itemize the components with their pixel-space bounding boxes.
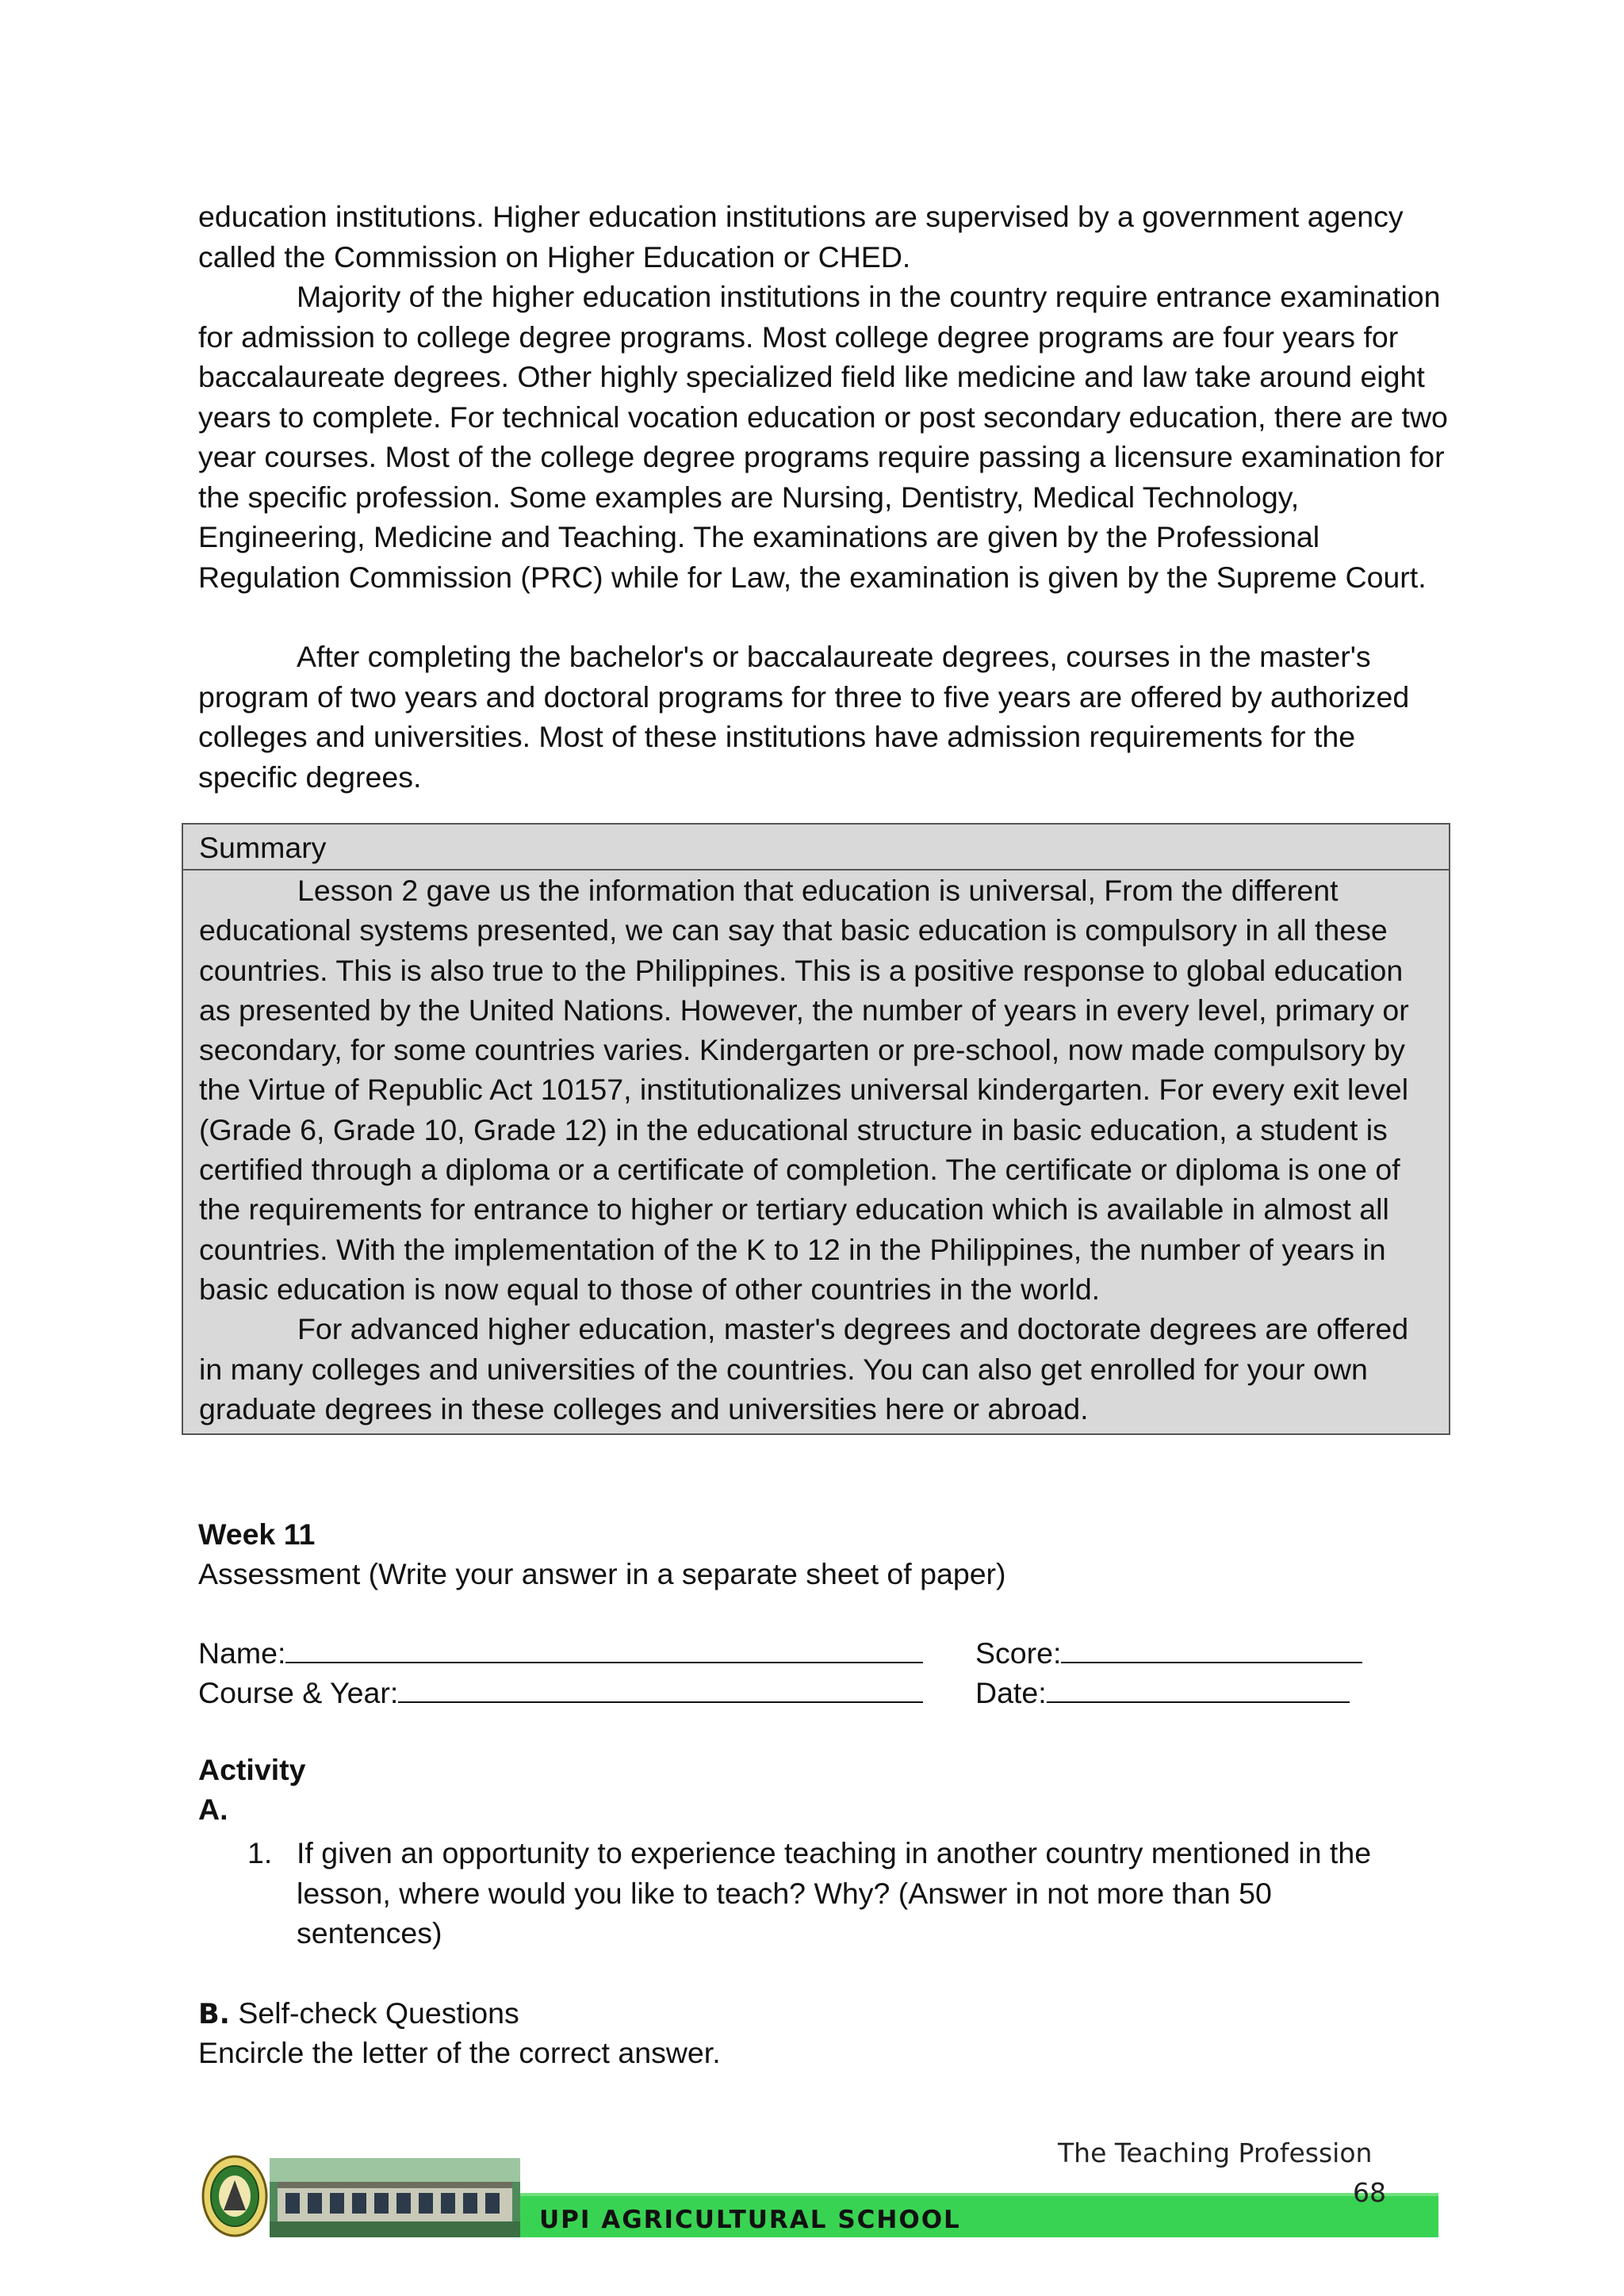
name-field xyxy=(198,1633,923,1673)
summary-heading: Summary xyxy=(183,825,1449,871)
week-heading: Week 11 xyxy=(198,1517,316,1551)
school-seal-logo xyxy=(201,2155,268,2237)
score-label: Score: xyxy=(975,1636,1062,1670)
part-b-title: Self-check Questions xyxy=(238,1996,519,2030)
footer-title: The Teaching Profession xyxy=(1058,2137,1373,2168)
intro-paragraph-2: Majority of the higher education institutions in the country require entrance examination for admission to college degree programs. Most college degree programs are four years for baccalaureate degrees. Other highly specialized field like medicine and law take around eight years to complete. For technical vocation education or post secondary education, there are two year courses. Most of the college degree programs require passing a licensure examination for the specific profession. Some examples are Nursing, Dentistry, Medical Technology, Engineering, Medicine and Teaching. The examinations are given by the Professional Regulation Commission (PRC) while for Law, the examination is given by the Supreme Court. xyxy=(198,280,1448,594)
course-year-blank-line xyxy=(398,1674,923,1703)
course-year-field xyxy=(198,1673,923,1712)
score-field xyxy=(975,1633,1362,1673)
intro-paragraph-1: education institutions. Higher education institutions are supervised by a government agency called the Commission on Higher Education or CHED. xyxy=(198,200,1404,274)
summary-paragraph-2: For advanced higher education, master's degrees and doctorate degrees are offered in many colleges and universities of the countries. You can also get enrolled for your own graduate degrees in these colleges and universities here or abroad. xyxy=(199,1312,1409,1425)
item-1-text: If given an opportunity to experience teaching in another country mentioned in the lesson, where would you like to teach? Why? (Answer in not more than 50 sentences) xyxy=(297,1836,1372,1950)
activity-heading: Activity xyxy=(198,1753,306,1786)
item-1-number: 1. xyxy=(247,1836,273,1869)
score-blank-line xyxy=(1061,1635,1362,1663)
summary-box xyxy=(182,823,1450,1435)
school-building-photo xyxy=(270,2158,520,2237)
name-label: Name: xyxy=(198,1636,286,1670)
school-name-banner: UPI AGRICULTURAL SCHOOL xyxy=(539,2206,961,2234)
name-blank-line xyxy=(285,1635,923,1663)
assessment-instruction: Assessment (Write your answer in a separate sheet of paper) xyxy=(198,1557,1006,1590)
part-b-heading xyxy=(198,1993,519,2034)
part-a-label: A. xyxy=(198,1793,228,1826)
part-b-letter: B. xyxy=(198,1999,230,2030)
summary-paragraph-1: Lesson 2 gave us the information that education is universal, From the different educational systems presented, we can say that basic education is compulsory in all these countries. This is also true to the Philippines. This is a positive response to global education as presented by the United Nations. However, the number of years in every level, primary or secondary, for some countries varies. Kindergarten or pre-school, now made compulsory by the Virtue of Republic Act 10157, institutionalizes universal kindergarten. For every exit level (Grade 6, Grade 10, Grade 12) in the educational structure in basic education, a student is certified through a diploma or a certificate of completion. The certificate or diploma is one of the requirements for entrance to higher or tertiary education which is available in almost all countries. With the implementation of the K to 12 in the Philippines, the number of years in basic education is now equal to those of other countries in the world. xyxy=(199,874,1409,1306)
course-year-label: Course & Year: xyxy=(198,1676,399,1709)
page-number: 68 xyxy=(1353,2177,1386,2208)
date-field xyxy=(975,1673,1350,1712)
date-blank-line xyxy=(1047,1674,1350,1703)
summary-body xyxy=(183,871,1449,1429)
date-label: Date: xyxy=(975,1676,1047,1709)
intro-paragraph-3: After completing the bachelor's or baccalaureate degrees, courses in the master's program of two years and doctoral programs for three to five years are offered by authorized colleges and universities. Most of these institutions have admission requirements for the specific degrees. xyxy=(198,640,1410,794)
part-b-instruction: Encircle the letter of the correct answer. xyxy=(198,2036,721,2069)
